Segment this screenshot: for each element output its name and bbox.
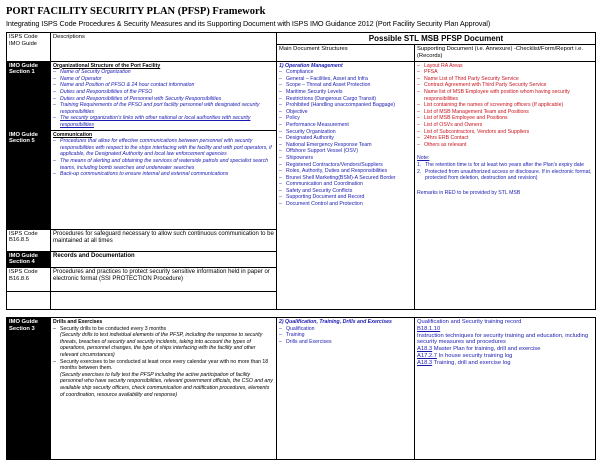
list-item: – Performance Measurement	[279, 122, 412, 129]
document-subtitle: Integrating ISPS Code Procedures & Security Measures and its Supporting Document with ISPS IMO Guidance 2012 (Port Facility Security Plan Approval)	[6, 19, 491, 28]
section4-label: IMO Guide Section 4	[7, 251, 51, 268]
list-item: – PFSA	[417, 69, 593, 76]
main1-heading: 1) Operation Management	[279, 62, 343, 69]
list-item: – The security organization's links with other national or local authorities with security responsibilities	[53, 115, 274, 128]
list-item: – Procedures that allow for effective communications between personnel with security responsibilities with respect to the ships interfacing with the facility and with port operators, if applicable, the Designated Authority and local law enforcement agencies	[53, 138, 274, 158]
list-item: – Others as relevant	[417, 142, 593, 149]
note-item-2: 2. Protected from unauthorized access or disclosure. If in electronic format, protected from deletion, destruction and revision)	[417, 168, 592, 182]
header-possible-document: Possible STL MSB PFSP Document	[277, 33, 596, 45]
supp2-heading: Qualification and Security training record	[417, 319, 522, 325]
supp2-ref: B18.1.10	[417, 325, 441, 332]
list-item: – Security Organization	[279, 129, 412, 136]
pfsp-table-main	[6, 32, 596, 310]
list-item: – Qualification	[279, 326, 412, 333]
list-item: – Roles, Authority, Duties and Responsibilities	[279, 168, 412, 175]
list-item: – Objective	[279, 109, 412, 116]
main1-list	[279, 69, 412, 207]
main-structure-operation-management	[277, 61, 415, 310]
list-item: – Security exercises to be conducted at least once every calendar year with no more than 18 months between them.	[53, 359, 274, 372]
list-item: – 24hrs ERB Contact	[417, 135, 593, 142]
section5-description	[51, 130, 277, 229]
b1685-label: ISPS Code B16.8.5	[7, 229, 51, 251]
header-isps-code: ISPS Code IMO Guide	[7, 33, 51, 62]
list-item: – List containing the names of screening officers (If applicable)	[417, 102, 593, 109]
list-item: – List of Subcontractors, Vendors and Suppliers	[417, 129, 593, 136]
list-item: – Maritime Security Levels	[279, 89, 412, 96]
supporting-document-annexure	[415, 61, 596, 310]
header-main-structures: Main Document Structures	[277, 45, 415, 62]
list-item: – Name of Operator	[53, 76, 274, 83]
list-item: – The means of alerting and obtaining the services of waterside patrols and specialist search teams, including bomb searches and underwater searches	[53, 158, 274, 171]
list-item: – Registered Contractors/Vendors/Suppliers	[279, 162, 412, 169]
main-structure-qualification	[277, 318, 415, 460]
supp1-list	[417, 63, 593, 149]
list-item: – Training Requirements of the PFSO and port facility personnel with designated security responsibilities	[53, 102, 274, 115]
supp2-item: A17.2.7 In house security training log	[417, 352, 513, 359]
list-item: – General – Facilities, Asset and Infra	[279, 76, 412, 83]
b1685-description: Procedures for safeguard necessary to allow such continuous communication to be maintained at all times	[51, 229, 277, 251]
section3-heading: Drills and Exercises	[53, 319, 103, 325]
list-item: – Safety and Security Conflicts	[279, 188, 412, 195]
list-item: – Name list of MSB Employee with position whom having security responsibilities	[417, 89, 593, 102]
list-item: – Scope – Threat and Asset Protection	[279, 82, 412, 89]
main2-list	[279, 326, 412, 346]
supp2-item: A18.3 Master Plan for training, drill and exercise	[417, 346, 541, 353]
document-title: PORT FACILITY SECURITY PLAN (PFSP) Framework	[6, 6, 266, 17]
supporting-training-records	[415, 318, 596, 460]
section1-description	[51, 61, 277, 130]
list-item: – National Emergency Response Team	[279, 142, 412, 149]
list-item-detail: (Security exercises to fully test the PFSP including the active participation of facility personnel who have security responsibilities, relevant government officials, the CSO and any available ship security officers, check communication and notification procedures, elements of coordination, resource availability and response)	[60, 371, 273, 398]
list-item: – List of OSVs and Owners	[417, 122, 593, 129]
list-item: – List of MSB Management Team and Positions	[417, 109, 593, 116]
list-item: – Brunei Shell Marketing(BSM)-A Secured Border	[279, 175, 412, 182]
note-label: Note:	[417, 155, 430, 162]
list-item: – Prohibited (Handling unaccompanied Baggage)	[279, 102, 412, 109]
section3-description	[51, 318, 277, 460]
supp2-item: Instruction techniques for security training and education, including security measures and procedures	[417, 332, 589, 346]
list-item: – Name and Position of PFSO & 24 hour contact information	[53, 82, 274, 89]
list-item: – List of MSB Employee and Positions	[417, 115, 593, 122]
list-item: – Shipowners	[279, 155, 412, 162]
section5-label: IMO Guide Section 5	[7, 130, 51, 229]
list-item: – Contract Agreement with Third Party Security Service	[417, 82, 593, 89]
remarks-red: Remarks in RED to be provided by STL MSB	[417, 189, 521, 196]
section1-list	[53, 69, 274, 128]
section3-label: IMO Guide Section 3	[7, 318, 51, 460]
list-item: – Security drills to be conducted every 3 months	[53, 326, 274, 333]
list-item-detail: (Security drills to test individual elements of the PFSP, including the response to security threats, breaches of security and security incidents, taking into account the types of operations, personnel changes, the type of ships interfacing with the facility and other relevant circumstances)	[60, 332, 263, 358]
note-item-1: 1. The retention time is for at least two years after the Plan's expiry date	[417, 161, 584, 168]
list-item: – Offshore Support Vessel (OSV)	[279, 148, 412, 155]
list-item: – Name List of Third Party Security Service	[417, 76, 593, 83]
section5-heading: Communication	[53, 131, 93, 138]
b1686-description: Procedures and practices to protect security sensitive information held in paper or electronic format (SSI PROTECTION Procedure)	[51, 268, 277, 292]
section4-heading: Records and Documentation	[51, 251, 277, 268]
section1-heading: Organizational Structure of the Port Facility	[53, 62, 161, 69]
list-item: – Layout RA Areas	[417, 63, 593, 70]
list-item: – Duties and Responsibilities of the PFSO	[53, 89, 274, 96]
list-item: – Compliance	[279, 69, 412, 76]
main2-heading: 2) Qualification, Training, Drills and Exercises	[279, 319, 392, 325]
pfsp-table-drills	[6, 317, 596, 460]
list-item: – Communication and Coordination	[279, 181, 412, 188]
list-item: – Drills and Exercises	[279, 339, 412, 346]
list-item: – Policy	[279, 115, 412, 122]
section5-list	[53, 138, 274, 178]
list-item: – Document Control and Protection	[279, 201, 412, 208]
b1686-label: ISPS Code B16.8.6	[7, 268, 51, 292]
list-item: – Back-up communications to ensure internal and external communications	[53, 171, 274, 178]
section3-list	[53, 326, 274, 399]
header-descriptions: Descriptions	[51, 33, 277, 62]
section1-label: IMO Guide Section 1	[7, 61, 51, 130]
list-item: – Training	[279, 332, 412, 339]
supp2-item: A18.3 Training, drill and exercise log	[417, 359, 511, 366]
list-item: – Restrictions (Dangerous Cargo Transit)	[279, 96, 412, 103]
header-supporting-document: Supporting Document (i.e. Annexure) -Checklist/Form/Report i.e. (Records)	[415, 45, 596, 62]
list-item: – Duties and Responsibilities of Personnel with Security Responsibilities	[53, 96, 274, 103]
list-item: – Designated Authority	[279, 135, 412, 142]
list-item: – Supporting Document and Record	[279, 194, 412, 201]
list-item: – Name of Security Organization	[53, 69, 274, 76]
